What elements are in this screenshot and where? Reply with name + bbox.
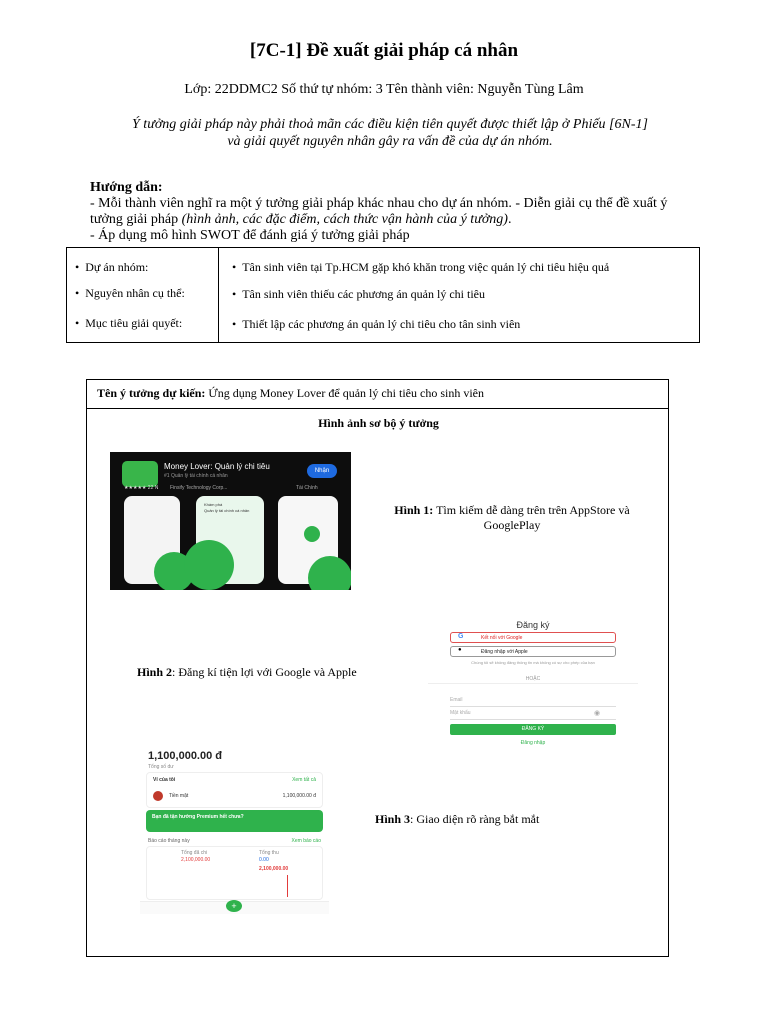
table-value: • Thiết lập các phương án quản lý chi tiêu cho tân sinh viên [232,317,520,332]
figure-3-caption: Hình 3: Giao diện rõ ràng bắt mắt [375,812,540,826]
signup-heading: Đăng ký [516,620,550,630]
signup-screenshot [418,612,648,757]
appstore-screenshot [110,452,351,590]
table-label: • Dự án nhóm: [75,260,148,275]
home-screenshot [140,744,329,914]
eye-icon: ◉ [594,710,601,717]
balance-sub: Tổng số dư [148,764,174,770]
intro-line-1: Ý tưởng giải pháp này phải thoả mãn các điều kiện tiên quyết được thiết lập ở Phiếu [6N-1] [132,117,648,132]
intro-line-2: và giải quyết nguyên nhân gây ra vấn đề của dự án nhóm. [227,134,553,149]
or-divider: HOẶC [525,676,541,682]
guide-line-2: - Áp dụng mô hình SWOT để đánh giá ý tưởng giải pháp [90,228,410,243]
store-app-name: Money Lover: Quản lý chi tiêu [164,462,270,471]
table-value: • Tân sinh viên tại Tp.HCM gặp khó khăn trong việc quản lý chi tiêu hiệu quả [232,260,609,275]
apple-icon: ● [458,647,462,653]
page-title: [7C-1] Đề xuất giải pháp cá nhân [249,40,519,61]
figure-1-caption: Hình 1: Tìm kiếm dễ dàng trên trên AppStore và GooglePlay [394,503,630,532]
google-button: Kết nối với Google [450,632,616,643]
register-button: ĐĂNG KÝ [450,724,616,735]
table-label: • Nguyên nhân cụ thể: [75,286,185,301]
store-shot [124,496,180,584]
balance-amount: 1,100,000.00 đ [148,750,223,762]
figure-2-caption: Hình 2: Đăng kí tiện lợi với Google và Apple [137,665,357,679]
guide-section [90,180,690,244]
table-label: • Mục tiêu giải quyết: [75,316,182,331]
add-icon: + [226,900,242,912]
guide-line-1: - Mỗi thành viên nghĩ ra một ý tưởng giải pháp khác nhau cho dự án nhóm. - Diễn giải cụ thể đề xuất ý tưởng giải pháp (hình ảnh, các đặc điểm, cách thức vận hành của ý tưởng). [90,196,668,227]
store-rating: ★★★★★ 22 N [124,485,159,491]
report-card: Tổng đã chi 2,100,000.00 Tổng thu 0.00 2,100,000.00 [146,846,323,900]
guide-heading: Hướng dẫn: [90,180,163,195]
premium-banner: Bạn đã tận hưởng Premium hết chưa? [146,810,323,832]
password-field: Mật khẩu [450,708,616,720]
intro-note [90,116,690,150]
signup-note: Chúng tôi sẽ không đăng thông tin mà không có sự cho phép của bạn [471,660,595,665]
store-category: Tài Chính [296,485,318,491]
store-app-sub: #1 Quản lý tài chính cá nhân [164,473,228,479]
login-link: Đăng nhập [520,740,546,746]
cash-icon [153,791,163,801]
class-info: Lớp: 22DDMC2 Số thứ tự nhóm: 3 Tên thành viên: Nguyễn Tùng Lâm [184,82,584,97]
store-shot: Khám phá Quản lý tài chính cá nhân [196,496,264,584]
email-field: Email [450,695,616,707]
apple-button: Đăng nhập với Apple [450,646,616,657]
google-icon: G [458,633,464,640]
problem-table [66,247,700,343]
report-title: Báo cáo tháng này [148,838,190,844]
store-dev: Finsify Technology Corp... [170,485,228,491]
chart-bar [287,875,288,897]
idea-name-row: Tên ý tưởng dự kiến: Ứng dụng Money Lover để quản lý chi tiêu cho sinh viên [87,380,668,409]
get-button: Nhận [307,464,337,478]
images-heading: Hình ảnh sơ bộ ý tưởng [318,416,439,430]
app-icon [122,461,158,487]
store-shot [278,496,338,584]
see-report-link: Xem báo cáo [291,838,321,844]
wallet-card: Ví của tôi Xem tất cả Tiền mặt 1,100,000.00 đ [146,772,323,808]
table-value: • Tân sinh viên thiếu các phương án quản lý chi tiêu [232,287,485,302]
